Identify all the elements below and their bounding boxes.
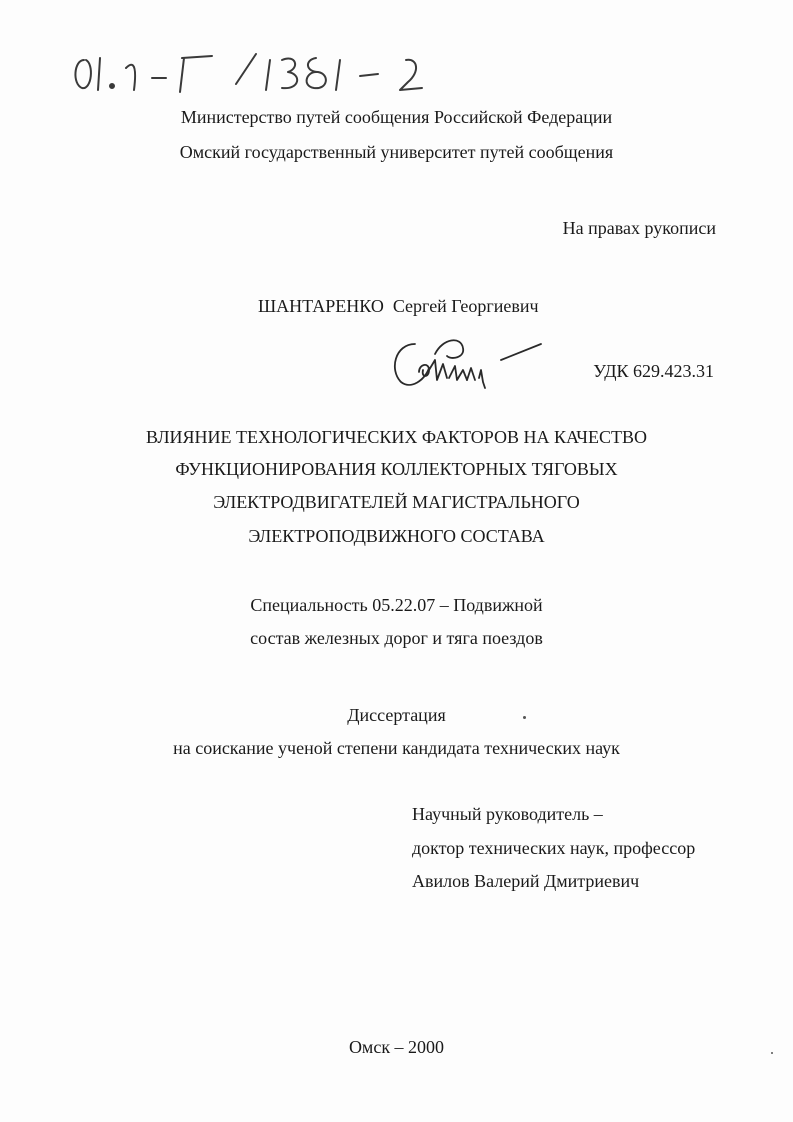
supervisor-credentials: доктор технических наук, профессор [412,838,696,858]
dissertation-label: Диссертация [347,705,446,725]
title-line-4: ЭЛЕКТРОПОДВИЖНОГО СОСТАВА [248,526,545,546]
ministry-line: Министерство путей сообщения Российской Федерации [180,107,613,127]
author-surname: ШАНТАРЕНКО [258,296,384,316]
specialty-line-2: состав железных дорог и тяга поездов [250,628,543,648]
udc-code: УДК 629.423.31 [593,361,714,381]
university-line: Омский государственный университет путей сообщения [179,142,614,162]
place-year: Омск – 2000 [348,1037,445,1057]
title-line-2: ФУНКЦИОНИРОВАНИЯ КОЛЛЕКТОРНЫХ ТЯГОВЫХ [175,459,618,479]
supervisor-label: Научный руководитель – [412,804,603,824]
scan-speck [771,1052,773,1054]
author-signature [385,330,545,400]
manuscript-note: На правах рукописи [562,218,716,238]
title-line-3: ЭЛЕКТРОДВИГАТЕЛЕЙ МАГИСТРАЛЬНОГО [213,492,580,512]
author-given-names: Сергей Георгиевич [392,296,539,316]
dissertation-degree: на соискание ученой степени кандидата технических наук [173,738,620,758]
supervisor-name: Авилов Валерий Дмитриевич [412,871,640,891]
title-line-1: ВЛИЯНИЕ ТЕХНОЛОГИЧЕСКИХ ФАКТОРОВ НА КАЧЕСТВО [146,427,647,447]
scan-speck [523,716,526,719]
specialty-line-1: Специальность 05.22.07 – Подвижной [250,595,543,615]
handwritten-archive-number [60,38,500,108]
author-name [258,295,539,317]
